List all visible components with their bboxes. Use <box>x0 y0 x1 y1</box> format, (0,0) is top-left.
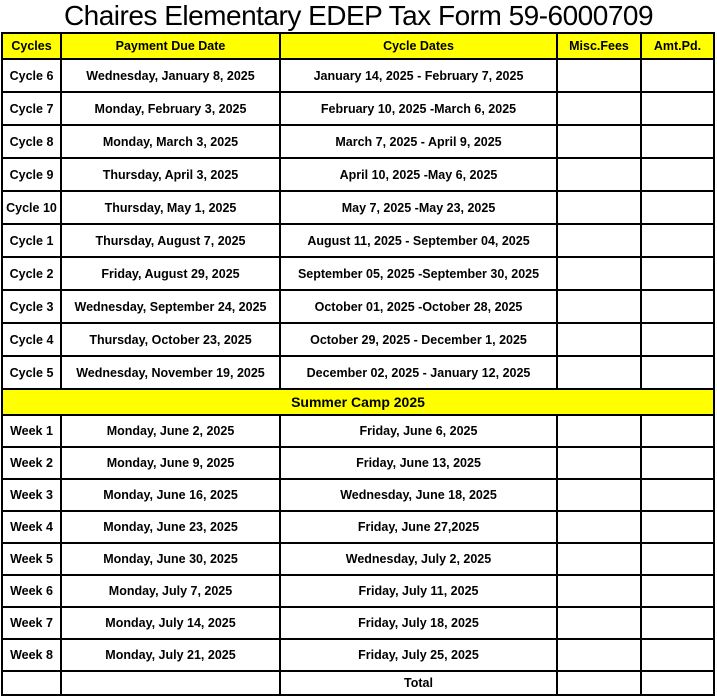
table-row <box>2 323 714 356</box>
amt-paid-cell[interactable] <box>641 257 714 290</box>
misc-fees-cell[interactable] <box>557 356 641 389</box>
amt-paid-cell[interactable] <box>641 290 714 323</box>
summer-camp-header-row <box>2 389 714 415</box>
amt-paid-cell[interactable] <box>641 415 714 447</box>
camp-end-date: Friday, July 25, 2025 <box>280 639 557 671</box>
misc-fees-cell[interactable] <box>557 479 641 511</box>
payment-due-date: Wednesday, September 24, 2025 <box>61 290 280 323</box>
total-label: Total <box>280 671 557 695</box>
total-misc-fees-cell[interactable] <box>557 671 641 695</box>
camp-end-date: Friday, June 27,2025 <box>280 511 557 543</box>
payment-due-date: Thursday, October 23, 2025 <box>61 323 280 356</box>
payment-due-date: Monday, July 7, 2025 <box>61 575 280 607</box>
camp-end-date: Friday, June 6, 2025 <box>280 415 557 447</box>
week-label: Week 4 <box>2 511 61 543</box>
cycle-dates: October 01, 2025 -October 28, 2025 <box>280 290 557 323</box>
cycle-label: Cycle 8 <box>2 125 61 158</box>
header-misc-fees: Misc.Fees <box>557 33 641 59</box>
payment-due-date: Thursday, April 3, 2025 <box>61 158 280 191</box>
payment-due-date: Monday, March 3, 2025 <box>61 125 280 158</box>
camp-end-date: Friday, June 13, 2025 <box>280 447 557 479</box>
week-label: Week 1 <box>2 415 61 447</box>
amt-paid-cell[interactable] <box>641 125 714 158</box>
payment-due-date: Friday, August 29, 2025 <box>61 257 280 290</box>
cycle-label: Cycle 10 <box>2 191 61 224</box>
amt-paid-cell[interactable] <box>641 511 714 543</box>
week-label: Week 3 <box>2 479 61 511</box>
week-label: Week 2 <box>2 447 61 479</box>
cycle-dates: August 11, 2025 - September 04, 2025 <box>280 224 557 257</box>
table-row <box>2 447 714 479</box>
header-payment-due-date: Payment Due Date <box>61 33 280 59</box>
amt-paid-cell[interactable] <box>641 59 714 92</box>
misc-fees-cell[interactable] <box>557 158 641 191</box>
header-cycles: Cycles <box>2 33 61 59</box>
payment-due-date: Monday, June 23, 2025 <box>61 511 280 543</box>
amt-paid-cell[interactable] <box>641 639 714 671</box>
week-label: Week 8 <box>2 639 61 671</box>
cycle-label: Cycle 9 <box>2 158 61 191</box>
cycle-label: Cycle 7 <box>2 92 61 125</box>
misc-fees-cell[interactable] <box>557 290 641 323</box>
camp-end-date: Wednesday, July 2, 2025 <box>280 543 557 575</box>
cycle-label: Cycle 4 <box>2 323 61 356</box>
camp-end-date: Friday, July 11, 2025 <box>280 575 557 607</box>
cycle-label: Cycle 6 <box>2 59 61 92</box>
amt-paid-cell[interactable] <box>641 575 714 607</box>
misc-fees-cell[interactable] <box>557 59 641 92</box>
table-row <box>2 59 714 92</box>
cycle-label: Cycle 2 <box>2 257 61 290</box>
cycle-dates: May 7, 2025 -May 23, 2025 <box>280 191 557 224</box>
misc-fees-cell[interactable] <box>557 191 641 224</box>
amt-paid-cell[interactable] <box>641 92 714 125</box>
table-row <box>2 224 714 257</box>
amt-paid-cell[interactable] <box>641 479 714 511</box>
camp-end-date: Wednesday, June 18, 2025 <box>280 479 557 511</box>
misc-fees-cell[interactable] <box>557 125 641 158</box>
payment-due-date: Thursday, May 1, 2025 <box>61 191 280 224</box>
table-row <box>2 543 714 575</box>
cycle-dates: February 10, 2025 -March 6, 2025 <box>280 92 557 125</box>
misc-fees-cell[interactable] <box>557 511 641 543</box>
week-label: Week 6 <box>2 575 61 607</box>
payment-due-date: Monday, July 21, 2025 <box>61 639 280 671</box>
amt-paid-cell[interactable] <box>641 543 714 575</box>
cycle-dates: January 14, 2025 - February 7, 2025 <box>280 59 557 92</box>
misc-fees-cell[interactable] <box>557 575 641 607</box>
table-row <box>2 158 714 191</box>
amt-paid-cell[interactable] <box>641 323 714 356</box>
table-row <box>2 191 714 224</box>
table-row <box>2 607 714 639</box>
cycle-dates: March 7, 2025 - April 9, 2025 <box>280 125 557 158</box>
misc-fees-cell[interactable] <box>557 224 641 257</box>
table-row <box>2 290 714 323</box>
total-blank-cell <box>61 671 280 695</box>
amt-paid-cell[interactable] <box>641 447 714 479</box>
header-row <box>2 33 714 59</box>
table-row <box>2 356 714 389</box>
cycle-dates: April 10, 2025 -May 6, 2025 <box>280 158 557 191</box>
cycle-dates: December 02, 2025 - January 12, 2025 <box>280 356 557 389</box>
amt-paid-cell[interactable] <box>641 356 714 389</box>
amt-paid-cell[interactable] <box>641 191 714 224</box>
misc-fees-cell[interactable] <box>557 639 641 671</box>
total-blank-cell <box>2 671 61 695</box>
table-row <box>2 415 714 447</box>
table-row <box>2 639 714 671</box>
week-label: Week 5 <box>2 543 61 575</box>
cycle-label: Cycle 1 <box>2 224 61 257</box>
table-row <box>2 92 714 125</box>
amt-paid-cell[interactable] <box>641 224 714 257</box>
misc-fees-cell[interactable] <box>557 543 641 575</box>
payment-due-date: Monday, June 9, 2025 <box>61 447 280 479</box>
header-cycle-dates: Cycle Dates <box>280 33 557 59</box>
payment-due-date: Monday, June 2, 2025 <box>61 415 280 447</box>
total-amt-paid-cell[interactable] <box>641 671 714 695</box>
form-title: Chaires Elementary EDEP Tax Form 59-6000709 <box>63 0 654 31</box>
camp-end-date: Friday, July 18, 2025 <box>280 607 557 639</box>
misc-fees-cell[interactable] <box>557 607 641 639</box>
table-row <box>2 511 714 543</box>
misc-fees-cell[interactable] <box>557 447 641 479</box>
payment-due-date: Monday, June 16, 2025 <box>61 479 280 511</box>
payment-due-date: Wednesday, November 19, 2025 <box>61 356 280 389</box>
cycle-dates: October 29, 2025 - December 1, 2025 <box>280 323 557 356</box>
table-row <box>2 575 714 607</box>
week-label: Week 7 <box>2 607 61 639</box>
amt-paid-cell[interactable] <box>641 158 714 191</box>
table-row <box>2 257 714 290</box>
amt-paid-cell[interactable] <box>641 607 714 639</box>
payment-due-date: Monday, July 14, 2025 <box>61 607 280 639</box>
payment-schedule-table <box>1 32 715 696</box>
table-row <box>2 125 714 158</box>
payment-due-date: Monday, February 3, 2025 <box>61 92 280 125</box>
payment-due-date: Thursday, August 7, 2025 <box>61 224 280 257</box>
cycle-label: Cycle 3 <box>2 290 61 323</box>
table-row <box>2 479 714 511</box>
summer-camp-title: Summer Camp 2025 <box>2 389 714 415</box>
misc-fees-cell[interactable] <box>557 323 641 356</box>
total-row <box>2 671 714 695</box>
misc-fees-cell[interactable] <box>557 415 641 447</box>
payment-due-date: Wednesday, January 8, 2025 <box>61 59 280 92</box>
payment-due-date: Monday, June 30, 2025 <box>61 543 280 575</box>
misc-fees-cell[interactable] <box>557 92 641 125</box>
cycle-dates: September 05, 2025 -September 30, 2025 <box>280 257 557 290</box>
misc-fees-cell[interactable] <box>557 257 641 290</box>
cycle-label: Cycle 5 <box>2 356 61 389</box>
header-amt-paid: Amt.Pd. <box>641 33 714 59</box>
